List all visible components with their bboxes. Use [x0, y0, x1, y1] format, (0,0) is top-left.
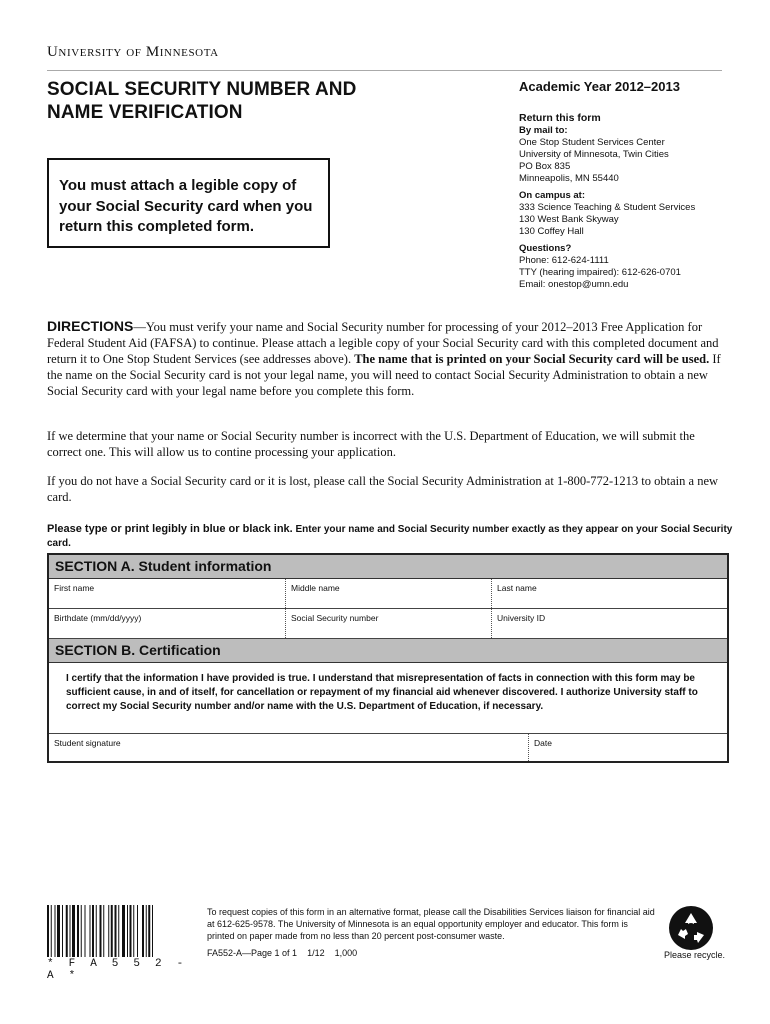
questions-line: Phone: 612-624-1111: [519, 255, 609, 266]
mail-label: By mail to:: [519, 125, 568, 136]
ink-instructions-rest: Enter your name and Social Security number exactly as they appear on your Social Security card.: [47, 524, 733, 549]
form-identifier: [207, 948, 367, 958]
date-field[interactable]: Date: [534, 738, 552, 748]
directions-lead: DIRECTIONS: [47, 318, 134, 334]
title-line-1: SOCIAL SECURITY NUMBER AND: [47, 79, 357, 100]
campus-label: On campus at:: [519, 190, 585, 201]
recycle-label: Please recycle.: [664, 950, 726, 960]
name-row: [49, 579, 727, 609]
section-b-header: SECTION B. Certification: [49, 639, 727, 663]
page-title: [47, 78, 467, 124]
form-id: FA552-A—Page 1 of 1: [207, 948, 298, 958]
header-divider: [47, 70, 722, 71]
last-name-field[interactable]: Last name: [497, 583, 537, 593]
return-heading: Return this form: [519, 112, 601, 124]
barcode-text: * F A 5 5 2 - A *: [47, 958, 188, 982]
attach-notice-box: You must attach a legible copy of your Social Security card when you return this completed form.: [47, 158, 330, 248]
signature-field[interactable]: Student signature: [49, 734, 529, 761]
barcode: [47, 905, 190, 957]
return-info: [519, 112, 749, 291]
directions-paragraph-3: If you do not have a Social Security card or it is lost, please call the Social Security Administration at 1-800-772-1213 to obtain a new card.: [47, 474, 719, 504]
form-table: [47, 553, 729, 763]
directions-paragraph: [47, 318, 727, 399]
directions-bold: The name that is printed on your Social Security card will be used.: [354, 352, 710, 366]
mail-line: Minneapolis, MN 55440: [519, 173, 619, 184]
id-row: [49, 609, 727, 639]
university-id-field[interactable]: University ID: [497, 613, 546, 623]
questions-label: Questions?: [519, 243, 572, 254]
first-name-field[interactable]: First name: [49, 579, 286, 608]
ink-instructions-main: Please type or print legibly in blue or black ink.: [47, 523, 293, 535]
form-date: 1/12: [307, 948, 325, 958]
university-name: University of Minnesota: [47, 44, 219, 60]
birthdate-field[interactable]: Birthdate (mm/dd/yyyy): [49, 609, 286, 638]
print-count: 1,000: [334, 948, 358, 958]
questions-line: TTY (hearing impaired): 612-626-0701: [519, 267, 681, 278]
middle-name-field[interactable]: Middle name: [286, 579, 492, 608]
campus-line: 130 Coffey Hall: [519, 226, 584, 237]
certification-statement: I certify that the information I have provided is true. I understand that misrepresentation of facts in connection with this form may be sufficient cause, in and of itself, for cancellation or repayment of my financial aid whenever discovered. I authorize University staff to correct my Social Security number and/or name with the U.S. Department of Education, if necessary.: [66, 673, 698, 712]
directions-text-2: If the name on the Social Security card is not your legal name, you will need to contact Social Security Administration to obtain a new Social Security card with your legal name before you complete this form.: [47, 352, 721, 398]
mail-line: University of Minnesota, Twin Cities: [519, 149, 669, 160]
academic-year: Academic Year 2012–2013: [519, 79, 680, 94]
signature-row: [49, 733, 727, 761]
ssn-field[interactable]: Social Security number: [286, 609, 492, 638]
campus-line: 333 Science Teaching & Student Services: [519, 202, 696, 213]
footer-notice: To request copies of this form in an alternative format, please call the Disabilities Services liaison for financial aid at 612-625-9578. The University of Minnesota is an equal opportunity employer and educator. This form is printed on paper made from no less than 20 percent post-consumer waste.: [207, 907, 655, 941]
recycle-icon: [668, 905, 714, 951]
mail-line: PO Box 835: [519, 161, 571, 172]
directions-text: —You must verify your name and Social Security number for processing of your 2012–2013 Free Application for Federal Student Aid (FAFSA) to continue. Please attach a legible copy of your Social Security card with this completed document and return it to One Stop Student Services (see addresses above).: [47, 320, 719, 366]
directions-paragraph-2: If we determine that your name or Social Security number is incorrect with the U.S. Department of Education, we will submit the correct one. This will allow us to contine processing your application.: [47, 429, 695, 459]
campus-line: 130 West Bank Skyway: [519, 214, 619, 225]
title-line-2: NAME VERIFICATION: [47, 102, 243, 123]
questions-line: Email: onestop@umn.edu: [519, 279, 629, 290]
ink-instructions: [47, 522, 737, 551]
mail-line: One Stop Student Services Center: [519, 137, 665, 148]
section-a-header: SECTION A. Student information: [49, 555, 727, 579]
